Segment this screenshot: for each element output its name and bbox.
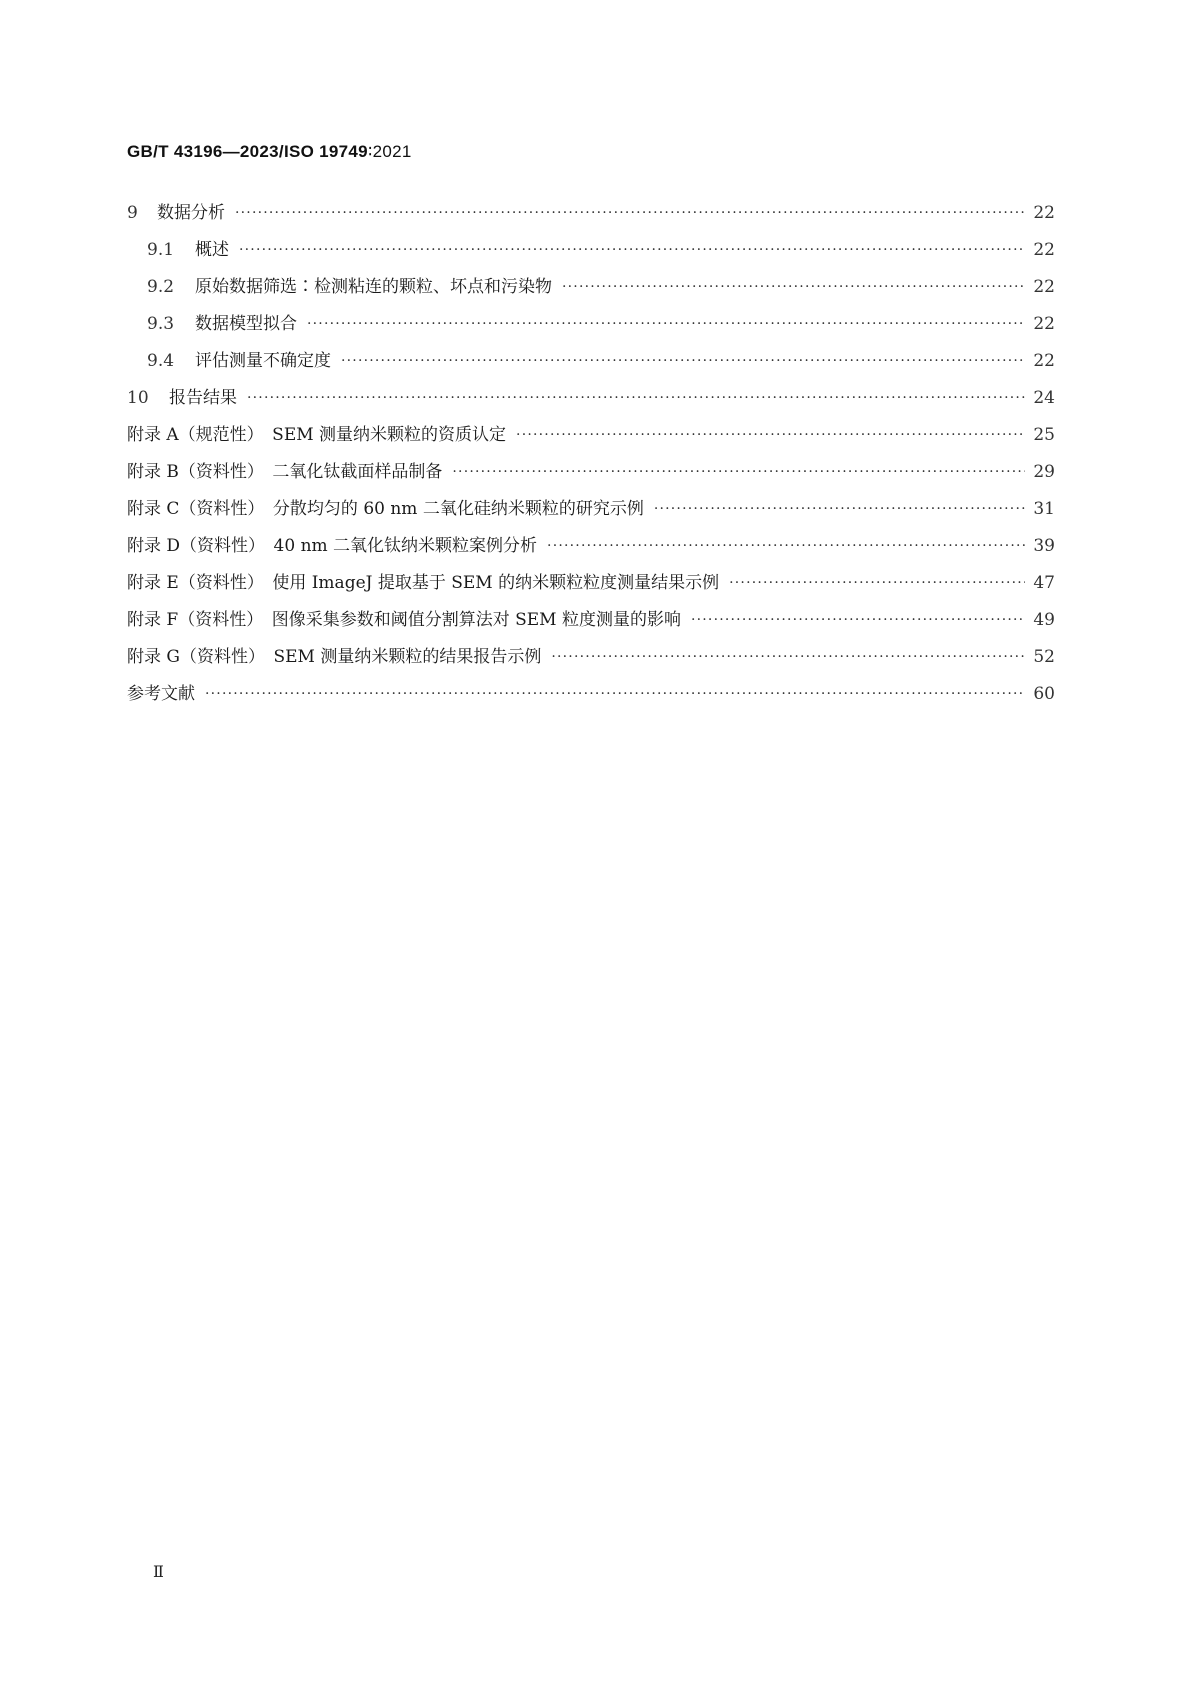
toc-entry-title: 附录 A（规范性） SEM 测量纳米颗粒的资质认定 [127,417,510,454]
toc-entry-title: 附录 E（资料性） 使用 ImageJ 提取基于 SEM 的纳米颗粒粒度测量结果示例 [127,565,723,602]
toc-entry-title: 原始数据筛选∶检测粘连的颗粒、坏点和污染物 [195,269,556,306]
toc-leader-dots [235,195,1025,232]
toc-entry[interactable] [127,380,1055,417]
toc-entry-annex-e[interactable] [127,565,1055,602]
toc-entry-title: 附录 G（资料性） SEM 测量纳米颗粒的结果报告示例 [127,639,545,676]
toc-leader-dots [341,343,1025,380]
toc-entry-page: 47 [1033,573,1055,593]
toc-entry-page: 49 [1033,610,1055,630]
toc-leader-dots [729,565,1025,602]
toc-entry-page: 39 [1033,536,1055,556]
toc-entry-title: 概述 [195,232,233,269]
standard-code: GB/T 43196—2023/ISO 19749 [127,142,368,161]
toc-leader-dots [516,417,1025,454]
toc-entry-page: 52 [1033,647,1055,667]
toc-entry-title: 评估测量不确定度 [195,343,335,380]
toc-entry[interactable] [127,195,1055,232]
toc-leader-dots [691,602,1025,639]
toc-entry-annex-g[interactable] [127,639,1055,676]
toc-entry-page: 22 [1033,351,1055,371]
toc-leader-dots [205,676,1025,713]
toc-entry-page: 22 [1033,240,1055,260]
toc-entry-title: 附录 D（资料性） 40 nm 二氧化钛纳米颗粒案例分析 [127,528,541,565]
toc-entry-annex-f[interactable] [127,602,1055,639]
toc-entry[interactable] [127,306,1055,343]
toc-entry-page: 31 [1033,499,1055,519]
toc-entry-number: 9 [127,203,138,223]
toc-entry-annex-b[interactable] [127,454,1055,491]
toc-leader-dots [307,306,1025,343]
toc-leader-dots [247,380,1025,417]
toc-leader-dots [562,269,1025,306]
toc-leader-dots [452,454,1025,491]
toc-leader-dots [547,528,1025,565]
toc-entry-title: 数据分析 [157,195,229,232]
toc-entry-title: 附录 C（资料性） 分散均匀的 60 nm 二氧化硅纳米颗粒的研究示例 [127,491,648,528]
toc-leader-dots [551,639,1025,676]
toc-entry-page: 25 [1033,425,1055,445]
toc-entry-bibliography[interactable] [127,676,1055,713]
toc-entry-page: 60 [1033,684,1055,704]
page-number: Ⅱ [153,1562,164,1581]
page-header [127,142,412,162]
toc-entry-page: 22 [1033,203,1055,223]
table-of-contents [127,195,1055,713]
toc-entry[interactable] [127,269,1055,306]
standard-suffix: ∶2021 [367,142,412,161]
toc-entry-number: 9.4 [147,351,175,371]
toc-entry-title: 附录 B（资料性） 二氧化钛截面样品制备 [127,454,446,491]
toc-entry[interactable] [127,232,1055,269]
toc-entry-annex-c[interactable] [127,491,1055,528]
toc-entry-number: 9.2 [147,277,175,297]
toc-entry-annex-a[interactable] [127,417,1055,454]
toc-entry-title: 参考文献 [127,676,199,713]
toc-entry-number: 10 [127,388,149,408]
toc-entry-title: 数据模型拟合 [195,306,301,343]
toc-entry-page: 22 [1033,277,1055,297]
toc-entry-title: 附录 F（资料性） 图像采集参数和阈值分割算法对 SEM 粒度测量的影响 [127,602,685,639]
toc-entry-title: 报告结果 [169,380,241,417]
toc-leader-dots [239,232,1025,269]
toc-entry-annex-d[interactable] [127,528,1055,565]
toc-entry-page: 24 [1033,388,1055,408]
toc-entry-page: 29 [1033,462,1055,482]
toc-leader-dots [654,491,1025,528]
toc-entry-page: 22 [1033,314,1055,334]
toc-entry-number: 9.1 [147,240,175,260]
toc-entry-number: 9.3 [147,314,175,334]
toc-entry[interactable] [127,343,1055,380]
